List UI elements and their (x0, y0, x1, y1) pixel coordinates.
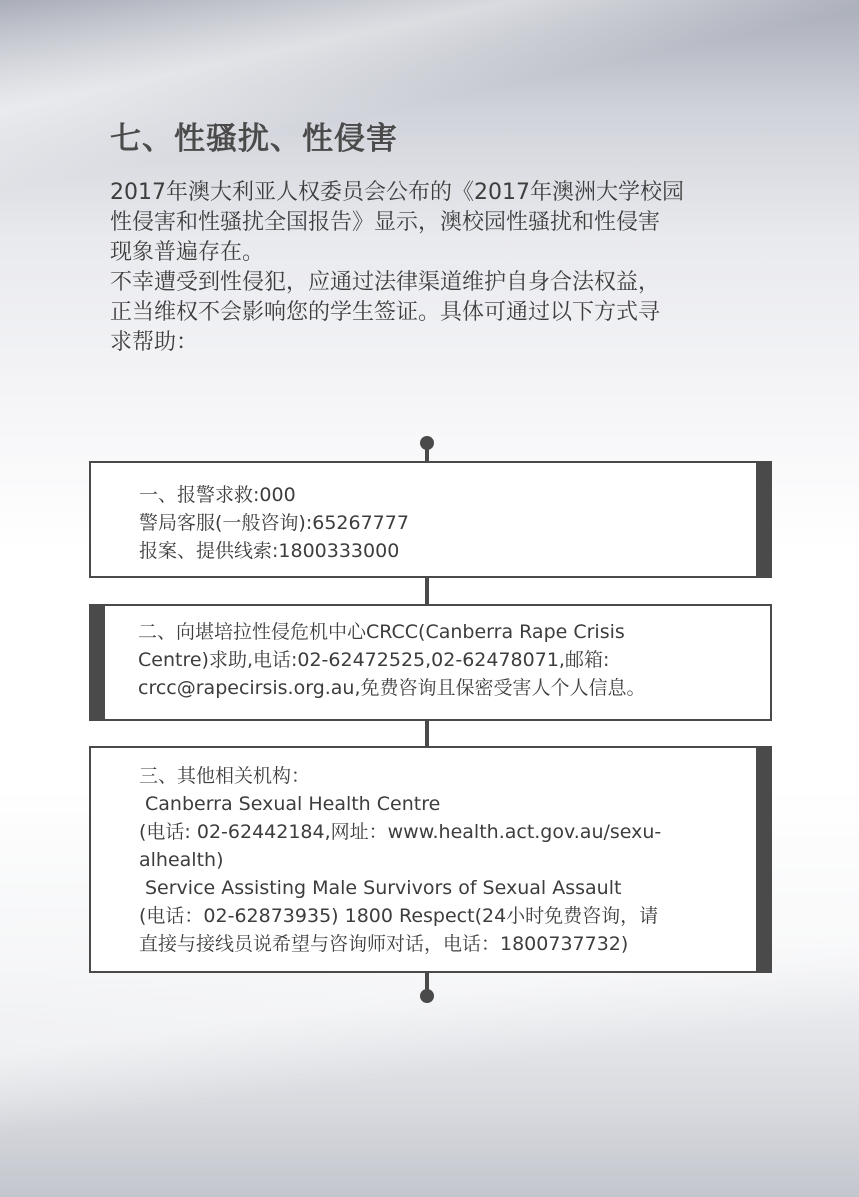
card-line-org-contact: (电话: 02-62442184,网址：www.health.act.gov.au/sexu- (139, 821, 662, 843)
intro-line: 不幸遭受到性侵犯，应通过法律渠道维护自身合法权益， (110, 270, 661, 295)
card-line-heading: 三、其他相关机构： (139, 765, 311, 787)
crcc-contact-card (89, 604, 772, 721)
intro-paragraph-2 (110, 268, 760, 358)
card-line-police-emergency: 一、报警求救:000 (139, 484, 296, 506)
card-line-org-contact: 直接与接线员说希望与咨询师对话，电话：1800737732) (139, 933, 629, 955)
timeline-start-dot (420, 436, 434, 450)
card-line-org-contact: alhealth) (139, 849, 224, 871)
card-line-crcc-phone: Centre)求助,电话:02-62472525,02-62478071,邮箱: (138, 649, 610, 671)
other-organizations-card (89, 746, 772, 973)
card-line-org-contact: (电话：02-62873935) 1800 Respect(24小时免费咨询，请 (139, 905, 659, 927)
card-line-org-name: Service Assisting Male Survivors of Sexual Assault (145, 877, 622, 899)
card-line-crcc-name: 二、向堪培拉性侵危机中心CRCC(Canberra Rape Crisis (138, 621, 625, 643)
section-title: 七、性骚扰、性侵害 (110, 121, 398, 157)
card-line-police-enquiry: 警局客服(一般咨询):65267777 (139, 512, 409, 534)
emergency-contact-card (89, 461, 772, 578)
intro-paragraph-1 (110, 178, 760, 268)
card-line-org-name: Canberra Sexual Health Centre (145, 793, 441, 815)
intro-line: 求帮助： (110, 330, 199, 355)
intro-text (110, 178, 760, 358)
intro-line: 2017年澳大利亚人权委员会公布的《2017年澳洲大学校园 (110, 180, 684, 205)
intro-line: 性侵害和性骚扰全国报告》显示，澳校园性骚扰和性侵害 (110, 210, 661, 235)
timeline-end-dot (420, 989, 434, 1003)
intro-line: 现象普遍存在。 (110, 240, 265, 265)
card-line-report-tips: 报案、提供线索:1800333000 (139, 540, 400, 562)
card-line-crcc-email: crcc@rapecirsis.org.au,免费咨询且保密受害人个人信息。 (138, 677, 646, 699)
intro-line: 正当维权不会影响您的学生签证。具体可通过以下方式寻 (110, 300, 661, 325)
